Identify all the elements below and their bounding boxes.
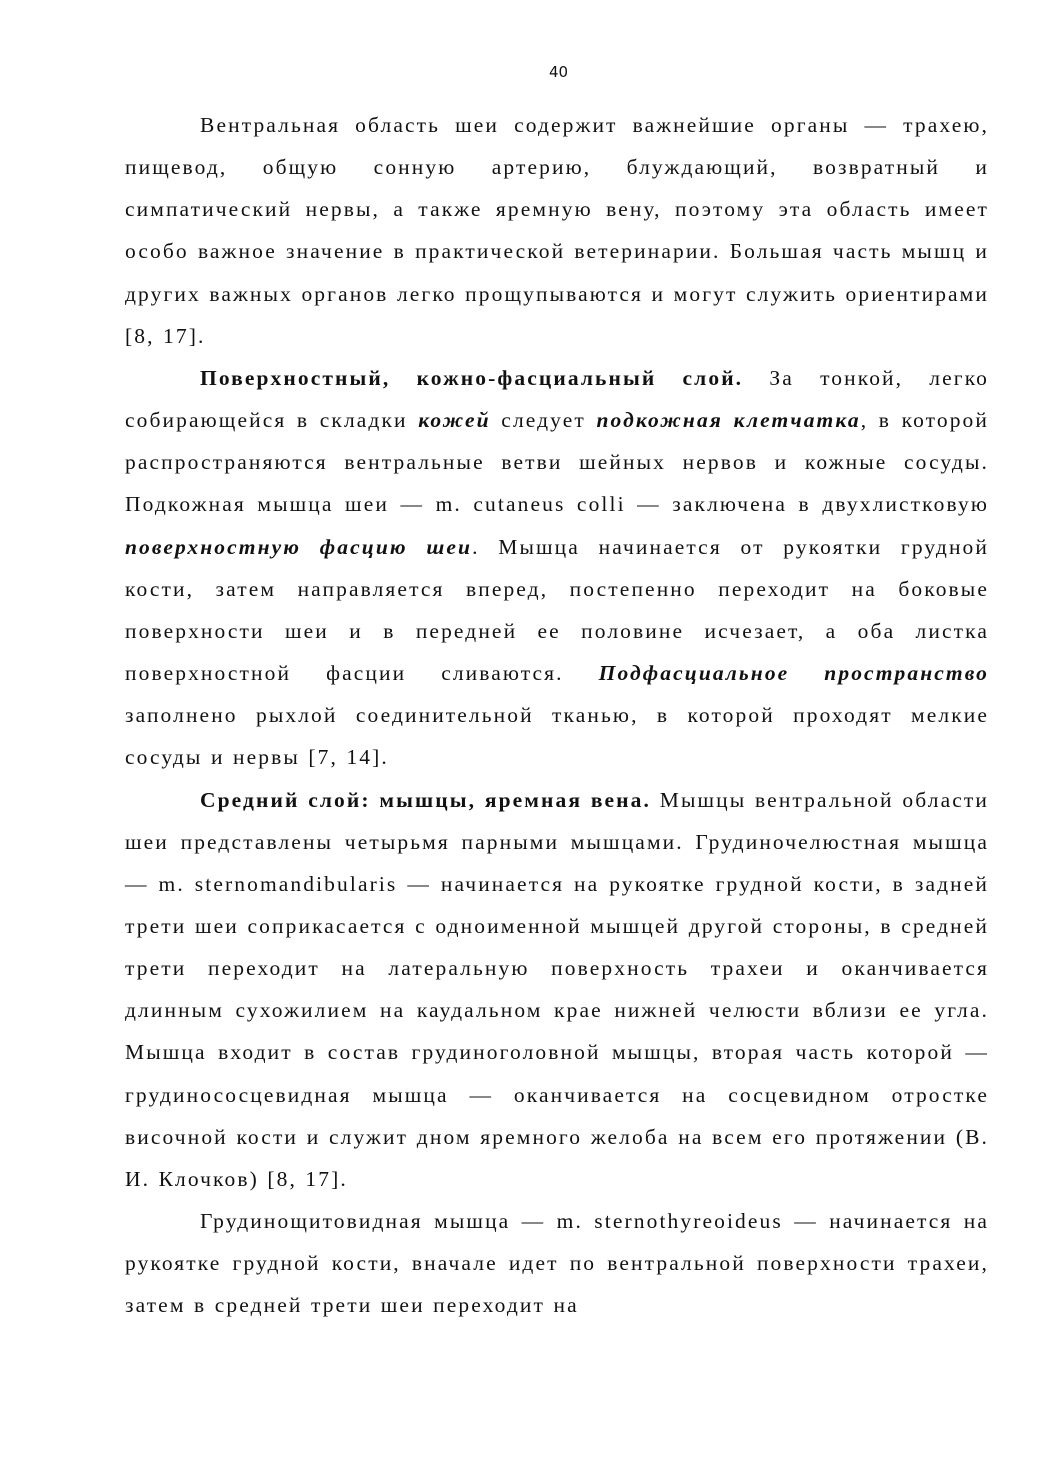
paragraph-text: . Мышца начинается от рукоятки грудной кости, затем направляется вперед, постепенно переходит на боковые поверхности шеи и в передней ее половине исчезает, а оба листка поверхностной фасции сливаются. (125, 534, 990, 686)
paragraph-text: , в которой распространяются вентральные ветви шейных нервов и кожные сосуды. Подкожная мышца шеи — m. cutaneus colli — заключена в двухлистковую (125, 408, 990, 517)
paragraph-text: Вентральная область шеи содержит важнейшие органы — трахею, пищевод, общую сонную артерию, блуждающий, возвратный и симпатический нервы, а также яремную вену, поэтому эта область имеет особо важное значение в практической ветеринарии. Большая часть мышц и других важных органов легко прощупываются и могут служить ориентирами [8, 17]. (125, 113, 989, 348)
term-subfascial-space: Подфасциальное пространство (598, 661, 989, 686)
paragraph-text: Грудинощитовидная мышца — m. sternothyreoideus — начинается на рукоятке грудной кости, вначале идет по вентральной поверхности трахеи, затем в средней трети шеи переходит на (125, 1209, 989, 1318)
paragraph-text: следует (490, 408, 597, 433)
section-heading-superficial-layer: Поверхностный, кожно-фасциальный слой. (200, 365, 744, 390)
paragraph-middle-layer (125, 779, 989, 1201)
term-skin: кожей (418, 408, 491, 433)
paragraph-text: Мышцы вентральной области шеи представлены четырьмя парными мышцами. Грудиночелюстная мышца — m. sternomandibularis — начинается на рукоятке грудной кости, в задней трети шеи соприкасается с одноименной мышцей другой стороны, в средней трети переходит на латеральную поверхность трахеи и оканчивается длинным сухожилием на каудальном крае нижней челюсти вблизи ее угла. Мышца входит в состав грудиноголовной мышцы, вторая часть которой — грудинососцевидная мышца — оканчивается на сосцевидном отростке височной кости и служит дном яремного желоба на всем его протяжении (В. И. Клочков) [8, 17]. (125, 787, 989, 1191)
paragraph-text: За тонкой, легко собирающейся в складки (125, 365, 990, 433)
paragraph-intro (125, 104, 989, 357)
term-superficial-fascia: поверхностную фасцию шеи (125, 534, 473, 559)
page-number: 40 (548, 63, 569, 81)
paragraph-sternothyroid (125, 1200, 989, 1326)
paragraph-text: заполнено рыхлой соединительной тканью, в которой проходят мелкие сосуды и нервы [7, 14]. (125, 703, 989, 770)
document-body (125, 104, 989, 1327)
section-heading-middle-layer: Средний слой: мышцы, яремная вена. (200, 787, 651, 812)
paragraph-superficial-layer (125, 357, 989, 779)
term-subcutaneous-tissue: подкожная клетчатка (596, 408, 861, 433)
